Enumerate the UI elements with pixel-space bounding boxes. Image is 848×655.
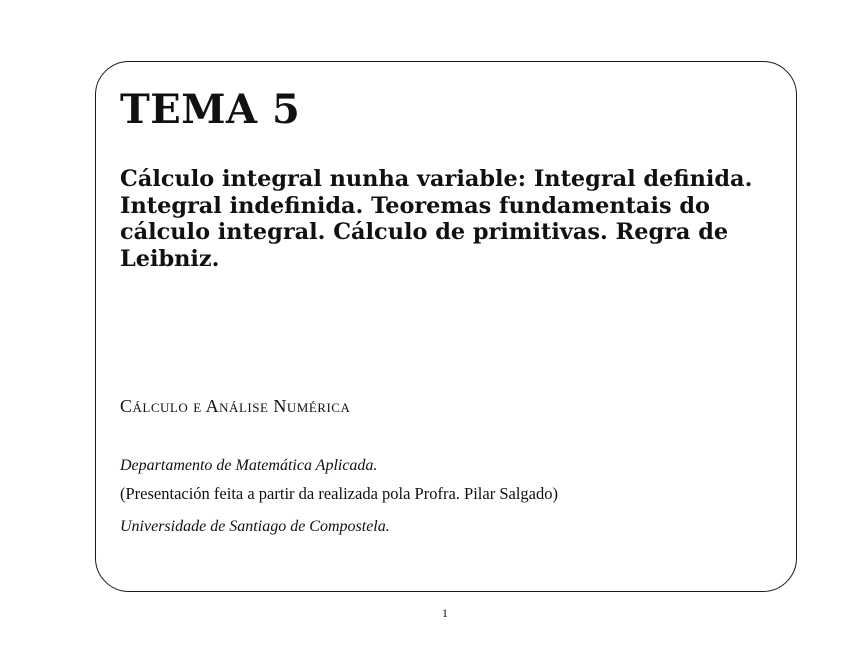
department-name: Departamento de Matemática Aplicada. <box>120 457 378 474</box>
subtitle-line: cálculo integral. Cálculo de primitivas. Regra de <box>120 219 729 245</box>
slide-frame <box>95 61 797 592</box>
subtitle-line: Leibniz. <box>120 245 220 272</box>
slide-title: TEMA 5 <box>120 86 301 133</box>
page-number: 1 <box>442 606 448 620</box>
subtitle-line: Cálculo integral nunha variable: Integral definida. <box>120 166 753 192</box>
course-name: Cálculo e Análise Numérica <box>120 396 351 416</box>
slide-subtitle <box>120 166 795 272</box>
subtitle-line: Integral indefinida. Teoremas fundamentais do <box>120 192 710 219</box>
university-name: Universidade de Santiago de Compostela. <box>120 518 390 535</box>
presentation-note: (Presentación feita a partir da realizada pola Profra. Pilar Salgado) <box>120 484 558 503</box>
